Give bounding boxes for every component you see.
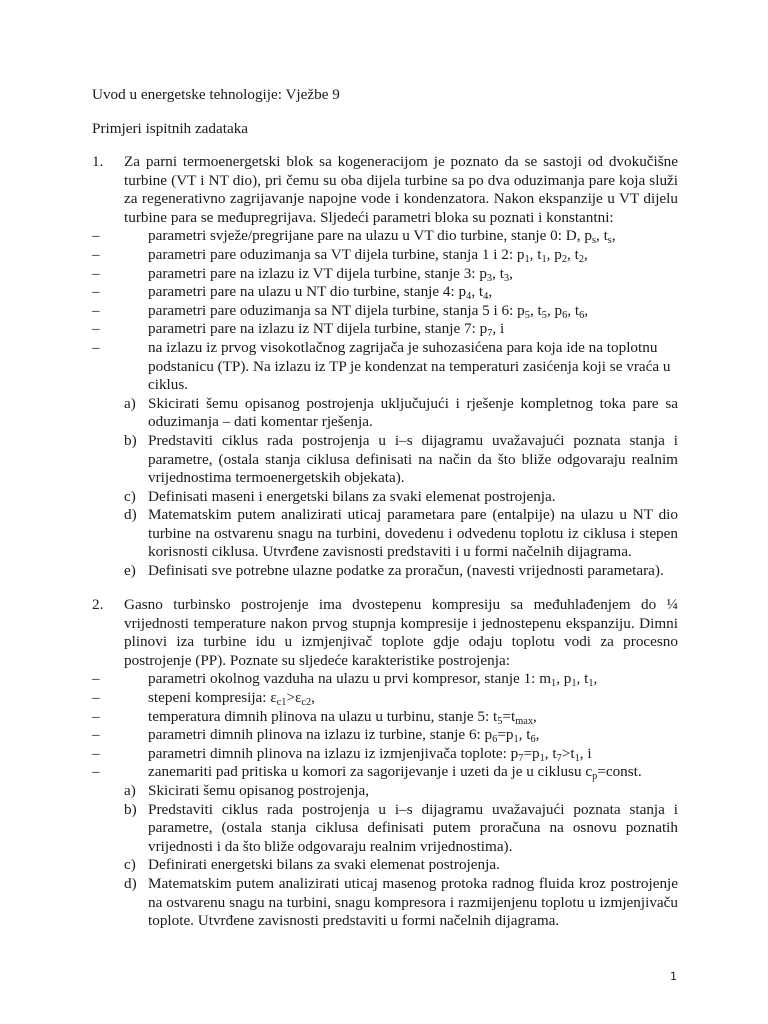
list-item — [92, 264, 678, 284]
dash-marker: – — [92, 301, 100, 319]
question-list — [124, 395, 678, 581]
question-label: c) — [124, 487, 136, 505]
dash-marker: – — [92, 264, 100, 282]
list-item — [92, 744, 678, 764]
dash-marker: – — [92, 227, 100, 245]
question-label: d) — [124, 506, 137, 524]
question-label: c) — [124, 856, 136, 874]
question-item — [124, 432, 678, 488]
question-item — [124, 488, 678, 507]
question-text: Definirati energetski bilans za svaki elemenat postrojenja. — [148, 856, 500, 874]
question-text: Matematskim putem analizirati uticaj masenog protoka radnog fluida kroz postrojenje na ostvarenu snagu na turbini, snagu kompresora i razmijenjenu toplotu u izmjenjivaču toplote. Utvrđene zavisnosti predstaviti u formi načelnih dijagrama. — [148, 874, 678, 930]
parameter-list — [92, 227, 678, 394]
dash-marker: – — [92, 763, 100, 781]
task-intro: Gasno turbinsko postrojenje ima dvostepenu kompresiju sa međuhlađenjem do ¼ vrijednosti temperature nakon prvog stupnja kompresije i jednostepenu ekspanziju. Dimni plinovi iza turbine idu u izmjenjivač toplote gdje odaju toplotu vodi za procesno postrojenje (PP). Poznate su sljedeće karakteristike postrojenja: — [124, 596, 678, 669]
question-item — [124, 856, 678, 875]
task-2 — [92, 596, 678, 931]
list-item — [92, 763, 678, 783]
question-text: Predstaviti ciklus rada postrojenja u i–s dijagramu uvažavajući poznata stanja i parametre, (ostala stanja ciklusa definisati putem proračuna na osnovu poznatih vrijednosti i da što bliže odgovaraju realnim vrijednostima). — [148, 800, 678, 855]
question-text: Definisati sve potrebne ulazne podatke za proračun, (navesti vrijednosti parametara). — [148, 562, 664, 580]
list-item — [92, 707, 678, 727]
section-subtitle: Primjeri ispitnih zadataka — [92, 120, 249, 137]
list-item-text: parametri pare na izlazu iz VT dijela turbine, stanje 3: $p_3$, $t_3$, — [148, 264, 513, 284]
dash-marker: – — [92, 688, 100, 706]
list-item-text: parametri okolnog vazduha na ulazu u prvi kompresor, stanje 1: $m_1$, $p_1$, $t_1$, — [148, 670, 598, 690]
question-label: e) — [124, 562, 136, 580]
list-item — [92, 227, 678, 247]
list-item-text: parametri pare na izlazu iz NT dijela turbine, stanje 7: $p_7$, i — [148, 320, 505, 340]
list-item — [92, 688, 678, 709]
question-text: Skicirati šemu opisanog postrojenja uključujući i rješenje kompletnog toka pare sa oduzimanja – dati komentar rješenja. — [148, 394, 678, 431]
list-item-text: parametri pare oduzimanja sa NT dijela turbine, stanja 5 i 6: $p_5$, $t_5$, $p_6$, $t_6$, — [148, 301, 589, 321]
question-text: Matematskim putem analizirati uticaj parametara pare (entalpije) na ulazu u NT dio turbine na ostvarenu snagu na turbini, dovedenu i odvedenu toplotu iz ciklusa i stepen korisnosti ciklusa. Utvrđene zavisnosti predstaviti i u formi načelnih dijagrama. — [148, 506, 678, 561]
dash-marker: – — [92, 320, 100, 338]
dash-marker: – — [92, 707, 100, 725]
list-item-text: parametri dimnih plinova na izlazu iz turbine, stanje 6: $p_6=p_1$, $t_6$, — [148, 726, 540, 746]
question-text: Skicirati šemu opisanog postrojenja, — [148, 781, 370, 799]
question-label: b) — [124, 431, 137, 449]
task-1 — [92, 153, 678, 581]
list-item — [92, 670, 678, 690]
question-text: Definisati maseni i energetski bilans za svaki elemenat postrojenja. — [148, 487, 556, 505]
question-item — [124, 395, 678, 432]
list-item — [92, 320, 678, 340]
dash-marker: – — [92, 283, 100, 301]
dash-marker: – — [92, 245, 100, 263]
task-intro: Za parni termoenergetski blok sa kogeneracijom je poznato da se sastoji od dvokučišne turbine (VT i NT dio), pri čemu su oba dijela turbine sa po dva oduzimanja pare koja služi za regenerativno zagrijavanje napojne vode i kondenzatora. Nakon ekspanzije u VT dijelu turbine para se međupregrijava. Sljedeći parametri bloka su poznati i konstantni: — [124, 153, 678, 226]
list-item-text: na izlazu iz prvog visokotlačnog zagrijača je suhozasićena para koja ide na toplotnu podstanicu (TP). Na izlazu iz TP je kondenzat na temperaturi zasićenja koji se vraća u ciklus. — [148, 338, 671, 394]
list-item — [92, 245, 678, 266]
question-item — [124, 562, 678, 581]
list-item-text: parametri pare oduzimanja sa VT dijela turbine, stanja 1 i 2: $p_1$, $t_1$, $p_2$, $t_2$, — [148, 245, 588, 266]
list-item — [92, 338, 678, 395]
question-item — [124, 875, 678, 931]
dash-marker: – — [92, 670, 100, 688]
question-label: a) — [124, 781, 136, 799]
document-header: Uvod u energetske tehnologije: Vježbe 9 — [92, 86, 340, 103]
question-item — [124, 801, 678, 857]
question-label: a) — [124, 394, 136, 412]
list-item-text: parametri pare na ulazu u NT dio turbine, stanje 4: $p_4$, $t_4$, — [148, 283, 493, 303]
list-item — [92, 726, 678, 746]
question-item — [124, 782, 678, 801]
dash-marker: – — [92, 744, 100, 762]
dash-marker: – — [92, 338, 100, 356]
parameter-list — [92, 670, 678, 783]
page-number: 1 — [670, 970, 677, 983]
list-item-text: parametri dimnih plinova na izlazu iz izmjenjivača toplote: $p_7=p_1$, $t_7>t_1$, i — [148, 744, 592, 764]
question-list — [124, 782, 678, 931]
list-item-text: temperatura dimnih plinova na ulazu u turbinu, stanje 5: $t_5=t_{max}$, — [148, 707, 537, 727]
question-label: b) — [124, 800, 137, 818]
dash-marker: – — [92, 726, 100, 744]
list-item-text: stepeni kompresija: $\varepsilon_{c1}>\varepsilon_{c2}$, — [148, 688, 315, 709]
list-item-text: parametri svježe/pregrijane pare na ulazu u VT dio turbine, stanje 0: D, $p_s$, $t_s$, — [148, 227, 616, 247]
list-item — [92, 283, 678, 303]
task-number: 1. — [92, 153, 104, 170]
list-item-text: zanemariti pad pritiska u komori za sagorijevanje i uzeti da je u ciklusu $c_p=const$. — [148, 763, 642, 783]
question-label: d) — [124, 874, 137, 892]
question-text: Predstaviti ciklus rada postrojenja u i–s dijagramu uvažavajući poznata stanja i parametre, (ostala stanja ciklusa definisati na način da što bliže odgovaraju realnim vrijednostima termoenergetskih objekata). — [148, 431, 678, 487]
list-item — [92, 301, 678, 321]
task-number: 2. — [92, 596, 104, 613]
question-item — [124, 506, 678, 562]
